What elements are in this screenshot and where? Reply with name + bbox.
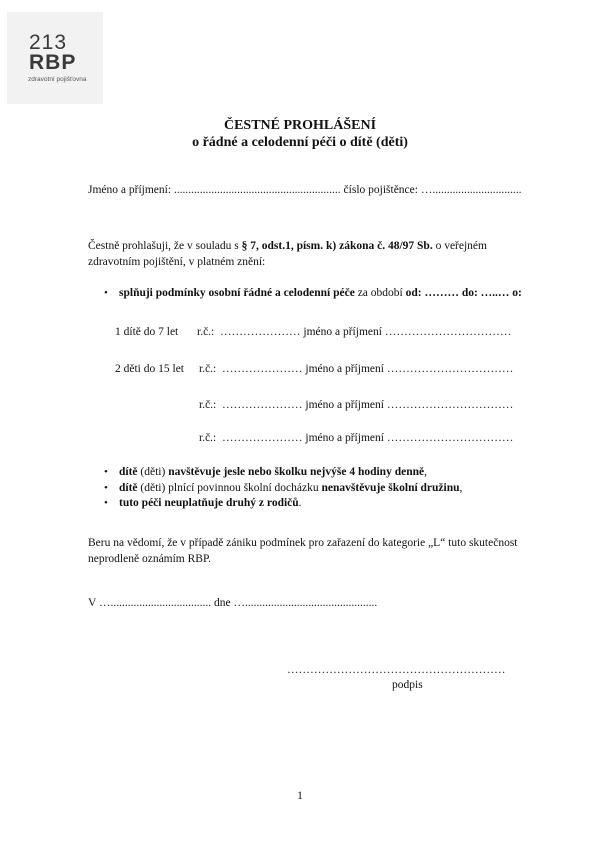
child-row-2-fields: [199, 363, 513, 375]
rc-field[interactable]: …………………: [222, 363, 303, 375]
fact-punct: ,: [424, 466, 427, 478]
child-row-3-fields: [199, 399, 513, 411]
child-name-field[interactable]: ……………………………: [384, 326, 512, 338]
logo-subtitle: zdravotní pojišťovna: [28, 76, 87, 83]
condition-line: [119, 287, 522, 299]
fact-punct: .: [298, 497, 302, 509]
child-row-1-fields: [197, 326, 511, 338]
place-label: V: [88, 597, 99, 609]
fact-punct: ,: [459, 482, 463, 494]
rc-label: r.č.:: [199, 432, 217, 444]
child-name-label: jméno a příjmení: [303, 326, 382, 338]
rc-field[interactable]: …………………: [222, 432, 303, 444]
rc-label: r.č.:: [197, 326, 215, 338]
place-date-line: [88, 597, 377, 609]
law-reference: § 7, odst.1, písm. k) zákona č. 48/97 Sb.: [241, 240, 433, 252]
fact-text: (děti): [137, 466, 169, 478]
notice-line-2: neprodleně oznámím RBP.: [88, 553, 211, 565]
bullet-icon: •: [104, 466, 108, 478]
declaration-text: Čestně prohlašuji, že v souladu s: [88, 240, 242, 252]
child-row-4-fields: [199, 432, 513, 444]
rc-label: r.č.:: [199, 399, 217, 411]
fact-subject: dítě: [119, 466, 138, 478]
bullet-icon: •: [104, 482, 108, 494]
fact-line-3: [119, 497, 302, 509]
child-category: 1 dítě do 7 let: [115, 326, 179, 338]
child-name-label: jméno a příjmení: [305, 432, 384, 444]
logo: [7, 12, 103, 104]
document-subtitle: o řádné a celodenní péči o dítě (děti): [192, 135, 408, 150]
child-row-2: [115, 363, 184, 375]
notice-line-1: Beru na vědomí, že v případě zániku podmínek pro zařazení do kategorie „L“ tuto skutečnost: [88, 537, 518, 549]
signature-field[interactable]: …………………………………………………: [287, 664, 506, 676]
child-category: 2 děti do 15 let: [115, 363, 184, 375]
declaration-text-end: o veřejném: [432, 240, 487, 252]
identity-line: [88, 184, 521, 196]
child-name-field[interactable]: ……………………………: [386, 399, 514, 411]
period-label: za období: [354, 287, 406, 299]
logo-name: RBP: [29, 51, 77, 74]
declaration-line-2: zdravotním pojištění, v platném znění:: [88, 256, 266, 268]
logo-number: 213: [29, 31, 68, 54]
page-number: 1: [297, 790, 303, 802]
rc-label: r.č.:: [199, 363, 217, 375]
period-fields[interactable]: od: ……… do: …..… o:: [405, 287, 522, 299]
bullet-icon: •: [104, 497, 108, 509]
fact-condition: tuto péči neuplatňuje druhý z rodičů: [119, 497, 299, 509]
child-name-label: jméno a příjmení: [305, 363, 384, 375]
fact-line-1: [119, 466, 427, 478]
condition-text: splňuji podmínky osobní řádné a celodenní péče: [119, 287, 355, 299]
fact-condition: nenavštěvuje školní družinu: [321, 482, 460, 494]
name-field[interactable]: ..........................................................: [171, 184, 341, 196]
rc-field[interactable]: …………………: [222, 399, 303, 411]
declaration-line-1: [88, 240, 487, 252]
date-label: dne: [211, 597, 234, 609]
insurance-label: číslo pojištěnce:: [340, 184, 421, 196]
bullet-icon: •: [104, 287, 108, 299]
child-row-1: [115, 326, 178, 338]
fact-line-2: [119, 482, 462, 494]
insurance-field[interactable]: …...............................: [420, 184, 522, 196]
place-field[interactable]: …...................................: [98, 597, 212, 609]
fact-condition: navštěvuje jesle nebo školku nejvýše 4 hodiny denně: [168, 466, 425, 478]
child-name-field[interactable]: ……………………………: [386, 432, 514, 444]
date-field[interactable]: …..............................................: [233, 597, 378, 609]
rc-field[interactable]: …………………: [220, 326, 301, 338]
fact-text: (děti) plnící povinnou školní docházku: [137, 482, 322, 494]
document-title: ČESTNÉ PROHLÁŠENÍ: [223, 118, 377, 133]
child-name-field[interactable]: ……………………………: [386, 363, 514, 375]
fact-subject: dítě: [119, 482, 138, 494]
child-name-label: jméno a příjmení: [305, 399, 384, 411]
name-label: Jméno a příjmení:: [88, 184, 172, 196]
signature-label: podpis: [392, 679, 423, 691]
